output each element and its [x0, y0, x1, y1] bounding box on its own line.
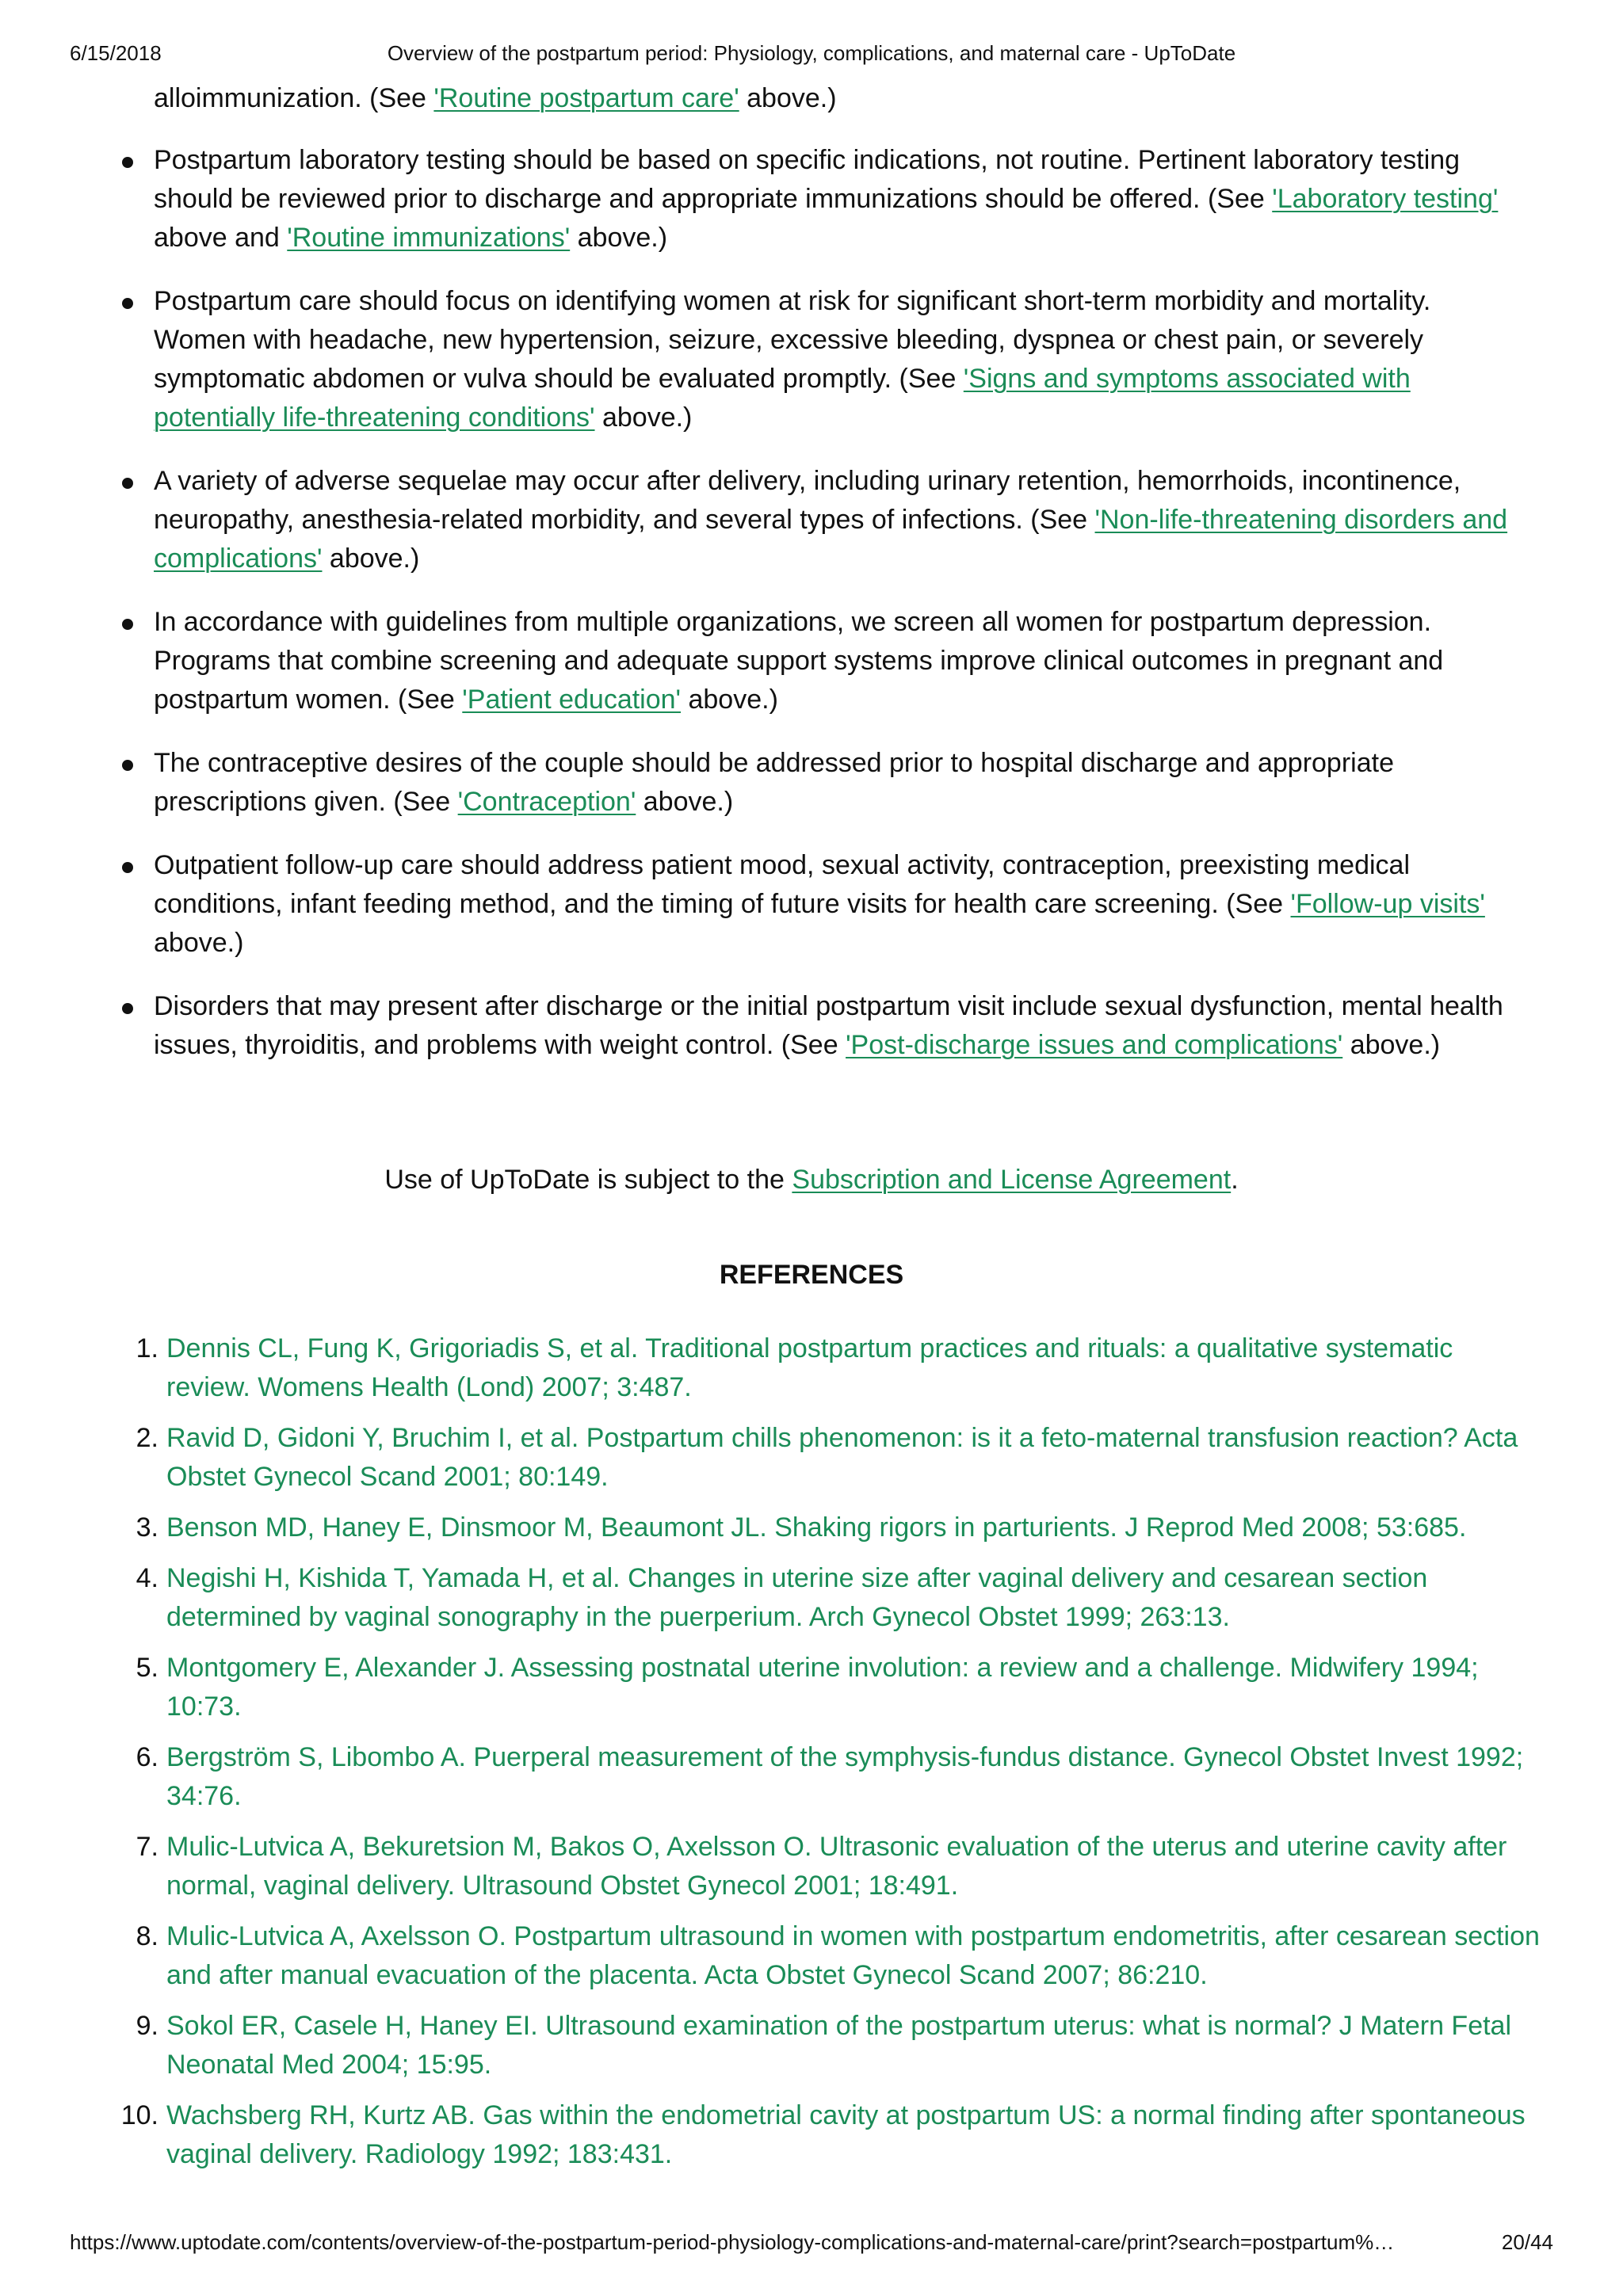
license-notice — [0, 1161, 1623, 1199]
summary-item — [154, 744, 1517, 822]
summary-list — [154, 141, 1517, 1089]
link-routine-immunizations[interactable]: 'Routine immunizations' — [287, 223, 571, 253]
print-title: Overview of the postpartum period: Physiology, complications, and maternal care - UpToDate — [387, 41, 1236, 65]
license-text: . — [1231, 1165, 1239, 1195]
summary-item — [154, 987, 1517, 1065]
reference-item[interactable] — [136, 1917, 1541, 1995]
reference-text[interactable]: Ravid D, Gidoni Y, Bruchim I, et al. Postpartum chills phenomenon: is it a feto-maternal transfusion reaction? Acta Obstet Gynecol Scand 2001; 80:149. — [166, 1423, 1518, 1492]
reference-number: 2. — [136, 1423, 158, 1453]
link-follow-up-visits[interactable]: 'Follow-up visits' — [1290, 889, 1485, 919]
reference-number: 5. — [136, 1653, 158, 1683]
reference-number: 8. — [136, 1921, 158, 1951]
reference-number: 4. — [136, 1563, 158, 1593]
summary-item — [154, 846, 1517, 963]
link-subscription-license-agreement[interactable]: Subscription and License Agreement — [792, 1165, 1232, 1195]
reference-item[interactable] — [120, 2096, 1541, 2174]
bullet-dot-icon — [122, 298, 133, 309]
summary-text: above and — [154, 223, 288, 253]
link-signs-and-symptoms[interactable]: 'Signs and symptoms associated with potentially life-threatening conditions' — [154, 364, 1411, 433]
summary-text: above.) — [322, 543, 420, 574]
reference-item[interactable] — [136, 1738, 1541, 1816]
page-number: 20/44 — [1501, 2230, 1553, 2254]
bullet-dot-icon — [122, 478, 133, 489]
link-contraception[interactable]: 'Contraception' — [457, 787, 636, 817]
continued-paragraph — [154, 79, 1517, 118]
reference-text[interactable]: Montgomery E, Alexander J. Assessing postnatal uterine involution: a review and a challenge. Midwifery 1994; 10:73. — [166, 1653, 1479, 1722]
references-heading: REFERENCES — [719, 1260, 904, 1290]
summary-text: Postpartum care should focus on identifying women at risk for significant short-term morbidity and mortality. Women with headache, new hypertension, seizure, excessive bleeding, dyspnea or chest pain, or severely symptomatic abdomen or vulva should be evaluated promptly. (See — [154, 286, 1431, 394]
reference-number: 10. — [120, 2100, 158, 2130]
reference-item[interactable] — [136, 1419, 1541, 1497]
reference-text[interactable]: Dennis CL, Fung K, Grigoriadis S, et al. Traditional postpartum practices and rituals: a qualitative systematic review. Womens Health (Lond) 2007; 3:487. — [166, 1333, 1453, 1402]
summary-text: above.) — [154, 928, 244, 958]
reference-item[interactable] — [136, 1329, 1541, 1407]
link-post-discharge-issues[interactable]: 'Post-discharge issues and complications' — [846, 1030, 1343, 1060]
bullet-dot-icon — [122, 157, 133, 168]
reference-text[interactable]: Wachsberg RH, Kurtz AB. Gas within the endometrial cavity at postpartum US: a normal finding after spontaneous vaginal delivery. Radiology 1992; 183:431. — [166, 2100, 1526, 2169]
link-routine-postpartum-care[interactable]: 'Routine postpartum care' — [433, 83, 739, 113]
print-footer — [0, 2229, 1623, 2256]
summary-item — [154, 603, 1517, 719]
bullet-dot-icon — [122, 1003, 133, 1014]
reference-item[interactable] — [136, 1508, 1541, 1547]
link-non-life-threatening-disorders[interactable]: 'Non-life-threatening disorders and complications' — [154, 505, 1508, 574]
summary-item — [154, 282, 1517, 437]
continued-text: alloimmunization. (See — [154, 83, 434, 113]
reference-item[interactable] — [136, 2007, 1541, 2084]
reference-text[interactable]: Mulic-Lutvica A, Bekuretsion M, Bakos O, Axelsson O. Ultrasonic evaluation of the uterus and uterine cavity after normal, vaginal delivery. Ultrasound Obstet Gynecol 2001; 18:491. — [166, 1832, 1507, 1901]
bullet-dot-icon — [122, 862, 133, 873]
reference-number: 7. — [136, 1832, 158, 1862]
summary-text: above.) — [1342, 1030, 1441, 1060]
reference-number: 3. — [136, 1512, 158, 1543]
summary-text: In accordance with guidelines from multiple organizations, we screen all women for postpartum depression. Programs that combine screening and adequate support systems improve clinical outcomes in pregnant and postpartum women. (See — [154, 607, 1444, 715]
print-header — [0, 40, 1623, 67]
bullet-dot-icon — [122, 760, 133, 771]
print-date: 6/15/2018 — [70, 41, 162, 65]
references-list — [120, 1329, 1541, 2186]
reference-text[interactable]: Negishi H, Kishida T, Yamada H, et al. Changes in uterine size after vaginal delivery and cesarean section determined by vaginal sonography in the puerperium. Arch Gynecol Obstet 1999; 263:13. — [166, 1563, 1428, 1632]
summary-text: A variety of adverse sequelae may occur after delivery, including urinary retention, hemorrhoids, incontinence, neuropathy, anesthesia-related morbidity, and several types of infections. (See — [154, 466, 1461, 535]
bullet-dot-icon — [122, 619, 133, 630]
license-text: Use of UpToDate is subject to the — [384, 1165, 792, 1195]
summary-item — [154, 462, 1517, 578]
reference-number: 6. — [136, 1742, 158, 1772]
summary-text: above.) — [594, 402, 693, 433]
print-url: https://www.uptodate.com/contents/overview-of-the-postpartum-period-physiology-complications-and-maternal-care/print?search=postpartum%… — [70, 2230, 1395, 2254]
summary-text: The contraceptive desires of the couple should be addressed prior to hospital discharge and appropriate prescriptions given. (See — [154, 748, 1394, 817]
reference-text[interactable]: Bergström S, Libombo A. Puerperal measurement of the symphysis-fundus distance. Gynecol Obstet Invest 1992; 34:76. — [166, 1742, 1524, 1811]
reference-text[interactable]: Sokol ER, Casele H, Haney EI. Ultrasound examination of the postpartum uterus: what is normal? J Matern Fetal Neonatal Med 2004; 15:95. — [166, 2011, 1512, 2080]
summary-text: Postpartum laboratory testing should be based on specific indications, not routine. Pertinent laboratory testing should be reviewed prior to discharge and appropriate immunizations should be offered. (See — [154, 145, 1461, 214]
summary-text: above.) — [570, 223, 668, 253]
reference-item[interactable] — [136, 1649, 1541, 1726]
link-laboratory-testing[interactable]: 'Laboratory testing' — [1272, 184, 1499, 214]
summary-text: Outpatient follow-up care should address patient mood, sexual activity, contraception, preexisting medical conditions, infant feeding method, and the timing of future visits for health care screening. (See — [154, 850, 1411, 919]
link-patient-education[interactable]: 'Patient education' — [462, 685, 682, 715]
reference-number: 9. — [136, 2011, 158, 2041]
reference-text[interactable]: Benson MD, Haney E, Dinsmoor M, Beaumont JL. Shaking rigors in parturients. J Reprod Med 2008; 53:685. — [166, 1512, 1467, 1543]
reference-item[interactable] — [136, 1828, 1541, 1905]
summary-text: above.) — [681, 685, 778, 715]
summary-item — [154, 141, 1517, 257]
reference-item[interactable] — [136, 1559, 1541, 1637]
continued-after: above.) — [739, 83, 837, 113]
summary-text: above.) — [636, 787, 734, 817]
reference-number: 1. — [136, 1333, 158, 1363]
reference-text[interactable]: Mulic-Lutvica A, Axelsson O. Postpartum ultrasound in women with postpartum endometritis, after cesarean section and after manual evacuation of the placenta. Acta Obstet Gynecol Scand 2007; 86:210. — [166, 1921, 1540, 1990]
summary-text: Disorders that may present after discharge or the initial postpartum visit include sexual dysfunction, mental health issues, thyroiditis, and problems with weight control. (See — [154, 991, 1503, 1060]
